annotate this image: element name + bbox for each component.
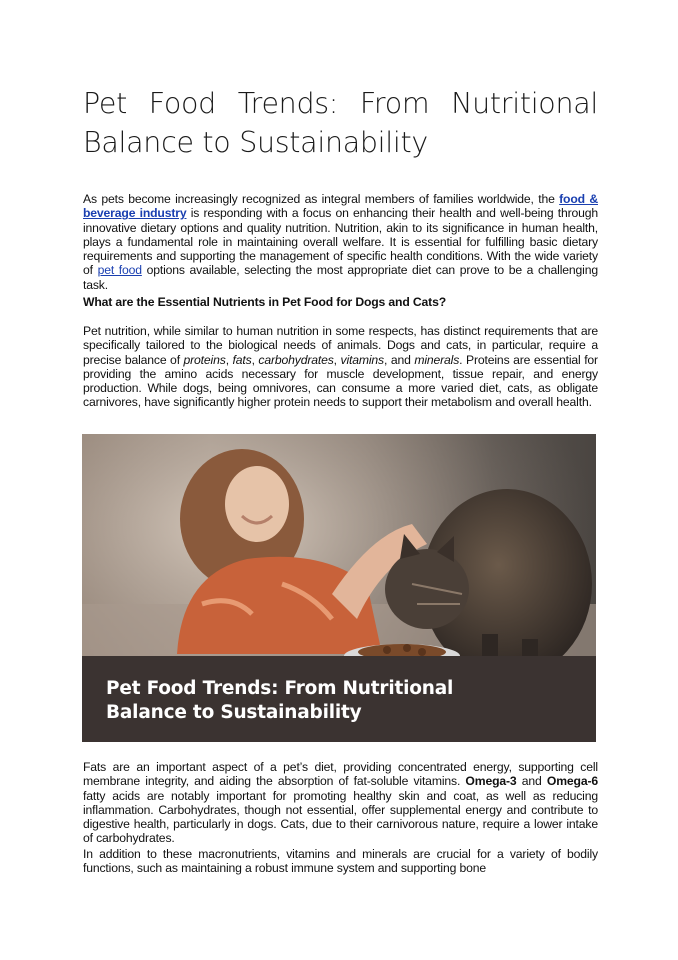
fats-text-2: fatty acids are notably important for promoting healthy skin and coat, as well as reducing inflammation. Carbohydrates, though not essential, offer supplemental energy and contribute to digestive health, particularly in dogs. Cats, due to their carnivorous nature, require a lower intake of carbohydrates. — [83, 788, 598, 846]
page-title: Pet Food Trends: From Nutritional Balance to Sustainability — [83, 87, 598, 159]
omega-6-term: Omega-6 — [546, 774, 598, 789]
fats-text-1: Fats are an important aspect of a pet’s diet, providing concentrated energy, supporting cell membrane integrity, and aiding the absorption of fat-soluble vitamins. — [83, 760, 598, 789]
banner-title-line-2: Balance to Sustainability — [106, 702, 362, 723]
article-hero-image — [82, 434, 596, 742]
nutrient-carbohydrates: carbohydrates — [258, 352, 334, 367]
nutrition-text-2: . Proteins are essential for providing the amino acids necessary for muscle development, tissue repair, and energy production. While dogs, being omnivores, can consume a more varied diet, cats, as obligate carnivores, have significantly higher protein needs to support their metabolism and overall health. — [83, 352, 598, 410]
section-heading: What are the Essential Nutrients in Pet Food for Dogs and Cats? — [83, 295, 446, 309]
fats-text-and: and — [516, 774, 547, 789]
omega-3-term: Omega-3 — [465, 774, 517, 789]
nutrient-minerals: minerals — [414, 352, 460, 367]
nutrition-sep-3: , — [333, 352, 341, 367]
pet-food-link[interactable]: pet food — [97, 263, 142, 278]
nutrition-text-1: Pet nutrition, while similar to human nutrition in some respects, has distinct requirements that are specifically tailored to the biological needs of animals. Dogs and cats, in particular, require a precise balance of — [83, 324, 598, 367]
banner-title-line-1: Pet Food Trends: From Nutritional — [106, 678, 454, 699]
food-beverage-industry-link[interactable]: food & beverage industry — [83, 192, 598, 221]
intro-text-1: As pets become increasingly recognized as integral members of families worldwide, the — [83, 192, 560, 206]
nutrient-proteins: proteins — [183, 352, 226, 367]
banner-title — [106, 677, 566, 725]
image-banner — [82, 656, 596, 742]
nutrition-sep-2: , — [251, 352, 259, 367]
nutrition-paragraph — [83, 324, 598, 410]
intro-paragraph — [83, 192, 598, 292]
fats-paragraph — [83, 760, 598, 846]
nutrient-vitamins: vitamins — [340, 352, 384, 367]
nutrition-sep-4: , and — [384, 352, 415, 367]
intro-text-2: is responding with a focus on enhancing their health and well-being through innovative dietary options and quality nutrition. Nutrition, akin to its significance in human health, plays a fundamental role in maintaining overall welfare. It is essential for fulfilling basic dietary requirements and supporting the management of specific health conditions. With the wide variety of — [83, 206, 598, 278]
nutrient-fats: fats — [232, 352, 252, 367]
micronutrients-paragraph: In addition to these macronutrients, vitamins and minerals are crucial for a variety of bodily functions, such as maintaining a robust immune system and supporting bone — [83, 847, 598, 876]
nutrition-sep-1: , — [225, 352, 233, 367]
intro-text-3: options available, selecting the most appropriate diet can prove to be a challenging task. — [83, 263, 598, 292]
